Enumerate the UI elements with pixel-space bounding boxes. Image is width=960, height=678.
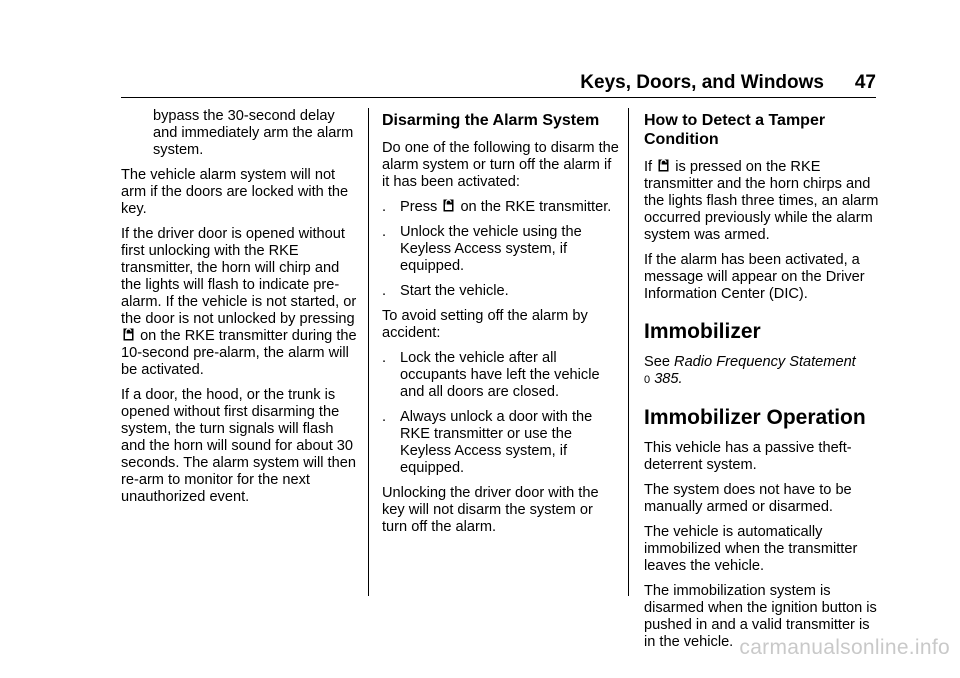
page-header-title: Keys, Doors, and Windows <box>580 72 824 93</box>
reference-page-number[interactable]: 385. <box>654 371 683 387</box>
section-heading-tamper: How to Detect a Tamper Condition <box>644 112 826 148</box>
bullet-text: Always unlock a door with the RKE transmitter or use the Keyless Access system, if equipped. <box>400 409 593 476</box>
paragraph-pre-alarm <box>121 226 357 379</box>
paragraph-tamper <box>644 159 884 244</box>
column-divider-1 <box>368 108 369 596</box>
bullet-text: Unlock the vehicle using the Keyless Access system, if equipped. <box>400 224 582 274</box>
paragraph-dic-message: If the alarm has been activated, a message will appear on the Driver Information Center (DIC). <box>644 252 865 302</box>
paragraph-pre-alarm-text-2: on the RKE transmitter during the 10-second pre-alarm, the alarm will be activated. <box>121 328 357 378</box>
section-heading-immobilizer: Immobilizer <box>644 320 761 343</box>
see-label: See <box>644 354 670 370</box>
bullet-text: on the RKE transmitter. <box>460 199 612 215</box>
bullet-marker: . <box>382 283 387 299</box>
paragraph-tamper-text-1: If <box>644 159 653 175</box>
bullet-text: Start the vehicle. <box>400 283 509 299</box>
bullet-text: Press <box>400 199 438 215</box>
paragraph-pre-alarm-text-1: If the driver door is opened without first unlocking with the RKE transmitter, the horn will chirp and the lights will flash to indicate pre-alarm. If the vehicle is not started, or the door is not unlocked by pressing <box>121 226 357 327</box>
paragraph-disarm-intro: Do one of the following to disarm the alarm system or turn off the alarm if it has been activated: <box>382 140 619 190</box>
bullet-marker: . <box>382 199 387 215</box>
column-divider-2 <box>628 108 629 596</box>
list-item <box>382 199 622 216</box>
page-number: 47 <box>854 72 876 93</box>
reference-arrow-icon: 0 <box>644 374 651 386</box>
paragraph-passive-system: This vehicle has a passive theft-deterrent system. <box>644 440 852 473</box>
bullet-marker: . <box>382 409 387 425</box>
bullet-marker: . <box>382 350 387 366</box>
bullet-text: Lock the vehicle after all occupants have left the vehicle and all doors are closed. <box>400 350 600 400</box>
bullet-marker: . <box>382 224 387 240</box>
column-3 <box>644 111 884 659</box>
paragraph-locked-with-key: The vehicle alarm system will not arm if the doors are locked with the key. <box>121 167 349 217</box>
continued-paragraph: bypass the 30-second delay and immediately arm the alarm system. <box>153 108 354 158</box>
cross-reference-link[interactable]: Radio Frequency Statement <box>674 354 856 370</box>
paragraph-turn-signals: If a door, the hood, or the trunk is opened without first disarming the system, the turn signals will flash and the horn will sound for about 30 seconds. The alarm system will then re-arm to monitor for the next unauthorized event. <box>121 387 356 505</box>
paragraph-driver-door-key: Unlocking the driver door with the key will not disarm the system or turn off the alarm. <box>382 485 599 535</box>
list-item <box>382 409 622 477</box>
column-1 <box>121 108 357 514</box>
paragraph-manual-arm: The system does not have to be manually armed or disarmed. <box>644 482 852 515</box>
header-divider <box>121 97 876 98</box>
paragraph-see-reference <box>644 354 884 389</box>
list-item <box>382 350 622 401</box>
watermark: carmanualsonline.info <box>739 636 950 659</box>
column-2 <box>382 111 622 544</box>
section-heading-disarming: Disarming the Alarm System <box>382 112 600 129</box>
paragraph-disarmed-ignition: The immobilization system is disarmed when the ignition button is pushed in and a valid transmitter is in the vehicle. <box>644 583 877 650</box>
paragraph-tamper-text-2: is pressed on the RKE transmitter and the horn chirps and the lights flash three times, an alarm occurred previously while the alarm system was armed. <box>644 159 879 243</box>
paragraph-auto-immobilized: The vehicle is automatically immobilized when the transmitter leaves the vehicle. <box>644 524 858 574</box>
list-item <box>382 224 622 275</box>
unlock-key-icon <box>658 159 669 172</box>
paragraph-avoid-alarm: To avoid setting off the alarm by accident: <box>382 308 588 341</box>
section-heading-immobilizer-operation: Immobilizer Operation <box>644 406 866 429</box>
unlock-key-icon <box>443 199 454 212</box>
list-item <box>382 283 622 300</box>
unlock-key-icon <box>123 328 134 341</box>
